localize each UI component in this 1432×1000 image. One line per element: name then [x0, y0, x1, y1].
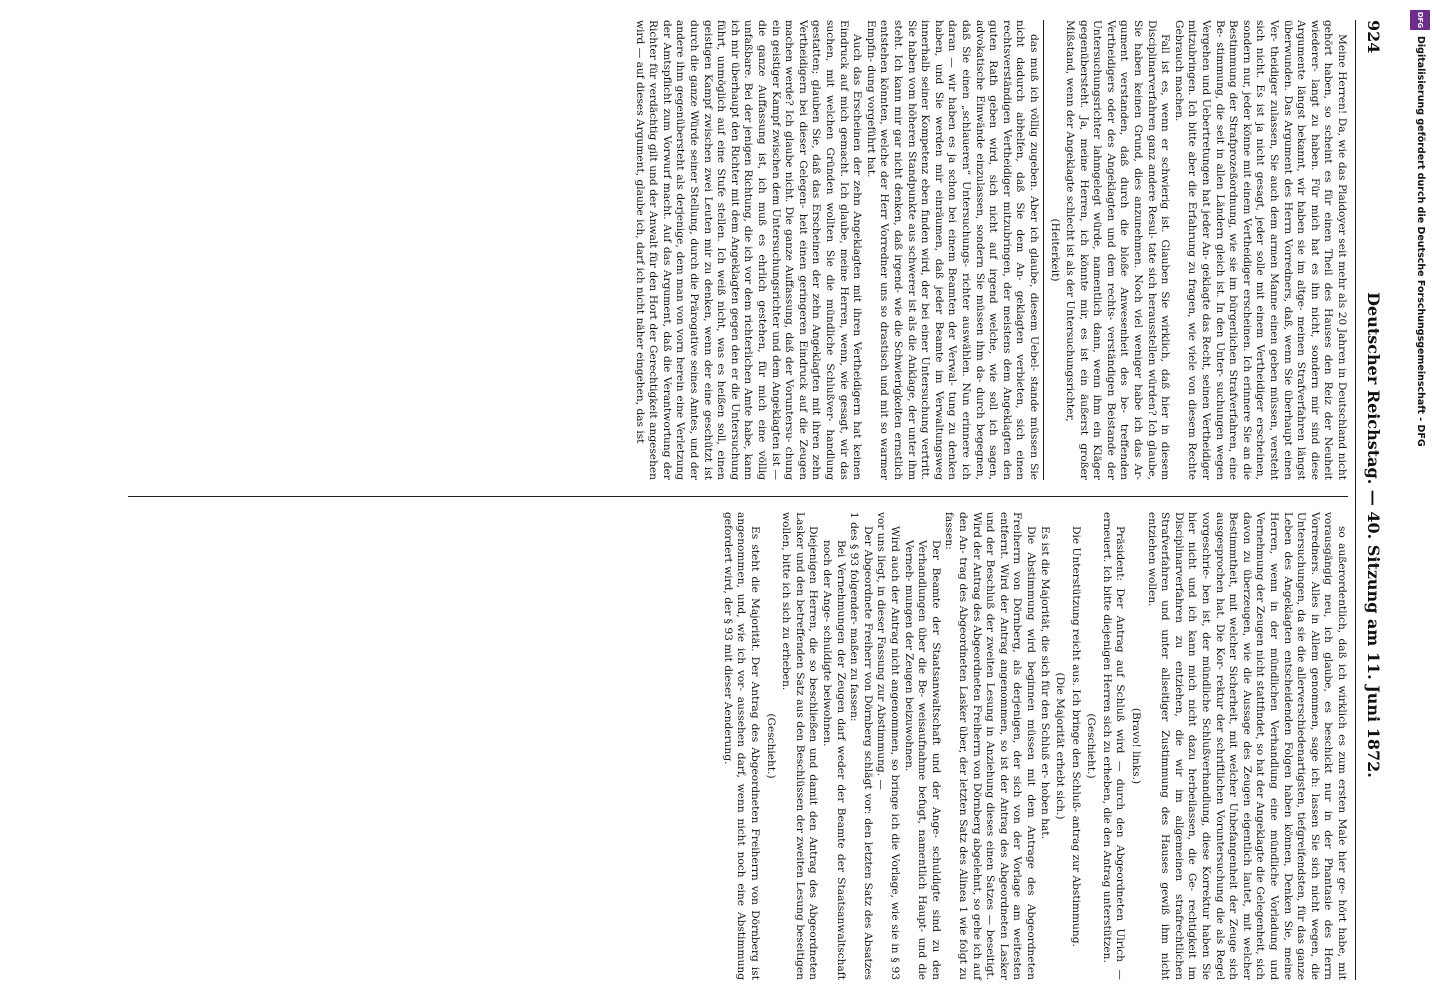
interjection: (Bravo! links.)	[1130, 707, 1143, 785]
paragraph: so außerordentlich, daß ich wirklich es zum ersten Male hier ge- hört habe, mit vorausgängig neu, ich glaube, es beschickt nur in der Phantasie des Herrn Vorredners. Alles in Allem genommen, sage ich: lassen Sie sich nicht wegen, die Untersuchungen, da sie die allerverschiedenartigsten, tiefgreifendsten, für das ganze Leben des Angeklagten entscheidenden Folgen haben können, Denken Sie, meine Herren, wenn in der mündlichen Verhandlung eine mündliche Vorladung und Vernehmung der Zeugen nicht stattfindet, so hat der Angeklagte die Gelegenheit, sich davon zu überzeugen, wie die Aussage des Zeugen eigentlich lautet, mit welcher Bestimmtheit, mit welcher Sicherheit, mit welcher Unbefangenheit der Zeuge sich ausgesprochen hat. Die Kor- rektur der schriftlichen Voruntersuchung die als Regel vorgeschrie- ben ist, der mündliche Schlußverhandlung, diese Korrektur haben Sie hier nicht und ich kann mich nicht dazu herbeilassen, die Ge- rechtigkeit im Disciplinarverfahren zu entziehen, die wir im allgemeinen strafrechtlichen Strafverfahren und unter allseitiger Zustimmung des Hauses gewiß ihm nicht entziehen wollen.	[1145, 512, 1348, 980]
paragraph: Fall ist es, wenn er schwierig ist. Glauben Sie wirklich, daß hier in diesem Disciplinarverfahren ganz andere Resul- tate sich herausstellen würden? Ich glaube, Sie haben keinen Grund, dies anzunehmen. Noch viel weniger habe ich das Ar- gument verstanden, daß durch die bloße Anwesenheit des be- treffenden Vertheidigers oder des Angeklagten und dem rechts- verständigen Beistande der Untersuchungsrichter lahmgelegt würde, namentlich dann, wenn ihm ein Kläger gegenübersteht. Ja, meine Herren, ich könnte mir, es ist ein äußerst großer Mißstand, wenn der Angeklagte schlecht ist als der Untersuchungsrichter,	[1064, 20, 1172, 480]
paragraph: Die Unterstützung reicht aus. Ich bringe den Schluß- antrag zur Abstimmung.	[1069, 526, 1082, 947]
running-title: Deutscher Reichstag. — 40. Sitzung am 11. Juni 1872.	[1364, 292, 1383, 778]
dfg-logo: DFG	[1410, 10, 1430, 30]
quoted-text: Bei Vernehmungen der Zeugen darf weder der Beamte der Staatsanwaltschaft noch der Ange- schuldigte beiwohnen.	[821, 540, 847, 980]
credit-text: Digitalisierung gefördert durch die Deutsche Forschungsgemeinschaft - DFG	[1415, 36, 1426, 447]
paragraph: Auch das Erscheinen der zehn Angeklagten mit ihren Vertheidigern hat keinen Eindruck auf mich gemacht. Ich glaube, meine Herren, wenn, wie gesagt, wir das suchen, mit welchen Gründen wollten Sie die mündliche Schlußver- handlung gestatten; glauben Sie, daß das Erscheinen der zehn Angeklagten mit ihren zehn Vertheidigern bei dieser Gelegen- heit einen geringeren Eindruck auf die Zeugen machen werde? Ich glaube nicht. Die ganze Auffassung, daß der Voruntersu- chung ein geistiger Kampf zwischen dem Untersuchungsrichter und dem Angeklagten ist — die ganze Auffassung ist, ich muß es ehrlich gestehen, für mich eine völlig unfaßbare. Bei der jenigen Richtung, die ich vor dem richterlichen Amte habe, kann ich mir überhaupt den Richter mit dem Angeklagten gegen den er die Untersuchung führt, unmöglich auf eine Stufe stellen. Ich weiß nicht, was es heißen soll, einen geistigen Kampf zwischen zwei Leuten mir zu denken, wenn der eine geschützt ist durch die ganze Würde seiner Stellung, durch die Prärogative seines Amtes, und der andere ihm gegenübersteht als derjenige, dem man von vorn herein eine Verletzung der Amtspflicht zum Vorwurf macht. Auf das Argument, daß die Verantwortung der Richter für verdächtig gilt und der Anwalt für den Hort der Gerechtigkeit angesehen wird — auf dieses Argument, glaube ich, darf ich nicht näher eingehen, das ist	[633, 20, 864, 480]
paragraph: Es ist die Majorität, die sich für den Schluß er- hoben hat.	[1038, 526, 1051, 839]
paragraph: Präsident: Der Antrag auf Schluß wird — durch den Abgeordneten Ulrich — erneuert. Ich bitte diejenigen Herren sich zu erheben, die den Antrag unterstützen.	[1100, 512, 1127, 980]
interjection: (Heiterkeit)	[1048, 218, 1061, 282]
paragraph: Meine Herren! Da, wie das Plaidoyer seit mehr als 20 Jahren in Deutschland nicht gehört haben, so scheint es für einen Theil des Hauses den Reiz der Neuheit wiederer- langt zu haben. Für mich hat es ihn nicht, sondern mir sind diese Argumente längst bekannt, wir haben sie im altge- meinen Strafverfahren längst überwunden. Das Argument des Herrn Vorredners, daß, wenn Sie überhaupt einen Ver- theidiger zulassen, Sie auch dem armen Manne einen geben müssen, versteht sich nicht. Es ist ja nicht gesagt, jeder solle mit einem Vertheidiger erscheinen, sondern nur, jeder könne mit einem Vertheidiger erscheinen. Ich erinnere Sie an die Bestimmung der Strafprozeßordnung, wie sie im bürgerlichen Strafverfahren, eine Be- stimmung, die seit in allen Ländern gleich ist. In den Unter- suchungen wegen Vergehen und Uebertretungen hat jeder An- geklagte das Recht, seinen Vertheidiger mitzubringen. Ich bitte aber die Erfahrung zu fragen, wie viele von diesem Rechte Gebrauch machen.	[1172, 20, 1348, 480]
paragraph: Es steht die Majorität. Der Antrag des Abgeordneten Freiherrn von Dörnberg ist angenommen, und, wie ich vor- aussehen darf, wenn nicht noch eine Abstimmung gefordert wird, der § 93 mit dieser Aenderung.	[721, 512, 762, 980]
paragraph: Der Abgeordnete Freiherr von Dörnberg schlägt vor: den letzten Satz des Absatzes 1 des § 93 folgender- maßen zu fassen:	[848, 512, 874, 980]
dfg-credit	[1408, 6, 1432, 986]
quoted-text: Der Beamte der Staatsanwaltschaft und der Ange- schuldigte sind zu den Verhandlungen über die Be- weisaufnahme befugt, namentlich Haupt- und die Verneh- mungen der Zeugen beizuwohnen.	[902, 540, 942, 980]
interjection: (Die Majorität erhebt sich.)	[1054, 672, 1067, 820]
paragraph: das muß ich völlig zugeben. Aber ich glaube, diesem Uebel- stande müssen Sie nicht dadurch abhelfen, daß Sie dem An- geklagten verbieten, sich einen rechtsverständigen Vertheidiger mitzubringen, der meistens dem Angeklagten den guten Rath geben wird, sich nicht auf irgend welche, wie soll ich sagen, advokatische Einwände einzulassen, sondern Sie müssen ihm da- durch begegnen, daß Sie einen „schlaueren“ Untersuchungs- richter auswählen. Nun erinnere ich daran — wir haben es ja schon bei einem Beamten der Verwal- tung zu denken haben, und Sie werden mir einräumen, daß jeder Beamte im Verwaltungsweg innerhalb seiner Kompetenz eben finden wird, der bei einer Untersuchung vertritt. Sie haben vom höheren Standpunkte aus schwerer ist als die Anklage, der unter ihm steht. Ich kann mir gar nicht denken, daß irgend- wie die Schwierigkeiten ernstlich entstehen könnten, welche der Herr Vorredner uns so drastisch und mit so warmer Empfin- dung vorgeführt hat.	[864, 20, 1040, 480]
page-number: 924	[1364, 20, 1383, 54]
paragraph: Diejenigen Herren, die so beschließen und damit den Antrag des Abgeordneten Lasker und den betreffenden Satz aus den Beschlüssen der zweiten Lesung beseitigen wollen, bitte ich sich zu erheben.	[780, 512, 820, 980]
paragraph: Die Abstimmung wird beginnen müssen mit dem Antrage des Abgeordneten Freiherrn von Dörnberg, als derjenigen, der sich von der Vorlage am weitesten entfernt. Wird der Antrag angenommen, so ist der Antrag des Abgeordneten Lasker und der Beschluß der zweiten Lesung in Anziehung dieses einen Satzes — beseitigt. Wird der Antrag des Abgeordneten Freiherrn von Dörnberg abgelehnt, so gehe ich auf den An- trag des Abgeordneten Lasker über, der letzten Satz des Alinea 1 wie folgt zu fassen:	[943, 512, 1037, 980]
interjection: (Geschieht.)	[1085, 713, 1098, 779]
interjection: (Geschieht.)	[764, 713, 777, 779]
paragraph: Wird auch der Antrag nicht angenommen, so bringe ich die Vorlage, wie sie in § 93 vor uns liegt, in dieser Fassung zur Abstimmung. —	[875, 512, 901, 980]
